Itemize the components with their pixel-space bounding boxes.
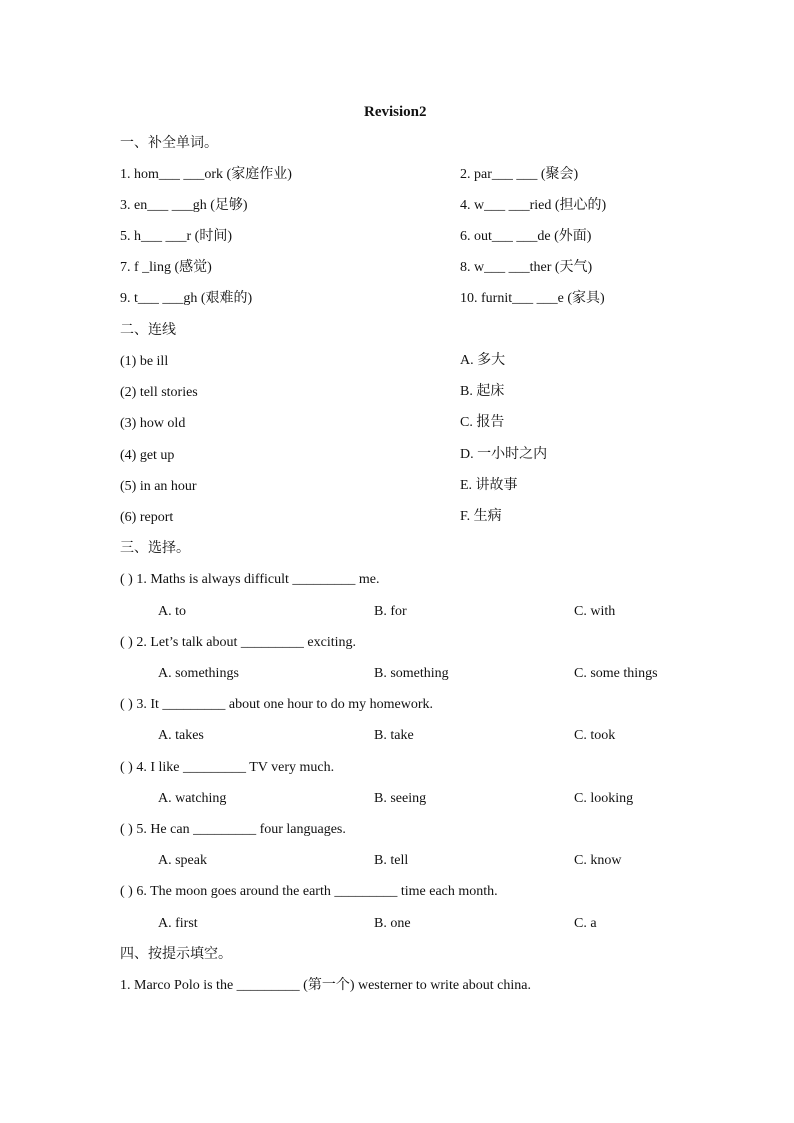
question-stem: ( ) 6. The moon goes around the earth _________ time each month. xyxy=(120,884,498,899)
match-right-item: C. 报告 xyxy=(460,415,505,430)
match-right-item: B. 起床 xyxy=(460,384,505,399)
word-item: 2. par___ ___ (聚会) xyxy=(460,167,579,182)
option-b: B. one xyxy=(374,916,411,931)
option-c: C. a xyxy=(574,916,597,931)
option-c: C. took xyxy=(574,728,616,743)
match-right-item: A. 多大 xyxy=(460,353,506,368)
question-stem: ( ) 1. Maths is always difficult _________ me. xyxy=(120,572,380,587)
question-stem: ( ) 4. I like _________ TV very much. xyxy=(120,760,335,775)
match-left-item: (3) how old xyxy=(120,416,186,431)
section4-heading: 四、按提示填空。 xyxy=(120,946,232,962)
word-item: 8. w___ ___ther (天气) xyxy=(460,260,593,275)
word-item: 3. en___ ___gh (足够) xyxy=(120,198,248,213)
option-a: A. watching xyxy=(158,791,227,806)
word-item: 5. h___ ___r (时间) xyxy=(120,229,232,244)
option-b: B. for xyxy=(374,604,407,619)
option-a: A. first xyxy=(158,916,198,931)
word-item: 1. hom___ ___ork (家庭作业) xyxy=(120,167,292,182)
section1-heading: 一、补全单词。 xyxy=(120,135,218,151)
option-b: B. seeing xyxy=(374,791,427,806)
option-a: A. takes xyxy=(158,728,204,743)
option-b: B. take xyxy=(374,728,414,743)
option-c: C. know xyxy=(574,853,622,868)
section3-heading: 三、选择。 xyxy=(120,540,190,556)
question-stem: ( ) 5. He can _________ four languages. xyxy=(120,822,346,837)
question-stem: ( ) 3. It _________ about one hour to do my homework. xyxy=(120,697,434,712)
word-item: 4. w___ ___ried (担心的) xyxy=(460,198,607,213)
page-title: Revision2 xyxy=(364,104,427,120)
match-right-item: D. 一小时之内 xyxy=(460,447,548,462)
option-b: B. something xyxy=(374,666,449,681)
match-right-item: F. 生病 xyxy=(460,509,502,524)
option-a: A. somethings xyxy=(158,666,239,681)
match-left-item: (4) get up xyxy=(120,448,175,463)
match-left-item: (1) be ill xyxy=(120,354,169,369)
option-c: C. some things xyxy=(574,666,658,681)
match-left-item: (2) tell stories xyxy=(120,385,198,400)
match-right-item: E. 讲故事 xyxy=(460,478,518,493)
match-left-item: (5) in an hour xyxy=(120,479,197,494)
word-item: 7. f _ling (感觉) xyxy=(120,260,212,275)
section2-heading: 二、连线 xyxy=(120,322,176,338)
option-c: C. with xyxy=(574,604,616,619)
question-stem: ( ) 2. Let’s talk about _________ exciting. xyxy=(120,635,357,650)
word-item: 10. furnit___ ___e (家具) xyxy=(460,291,605,306)
option-a: A. to xyxy=(158,604,186,619)
option-a: A. speak xyxy=(158,853,207,868)
word-item: 6. out___ ___de (外面) xyxy=(460,229,592,244)
fill-item: 1. Marco Polo is the _________ (第一个) westerner to write about china. xyxy=(120,978,531,993)
match-left-item: (6) report xyxy=(120,510,174,525)
option-b: B. tell xyxy=(374,853,409,868)
word-item: 9. t___ ___gh (艰难的) xyxy=(120,291,253,306)
option-c: C. looking xyxy=(574,791,634,806)
